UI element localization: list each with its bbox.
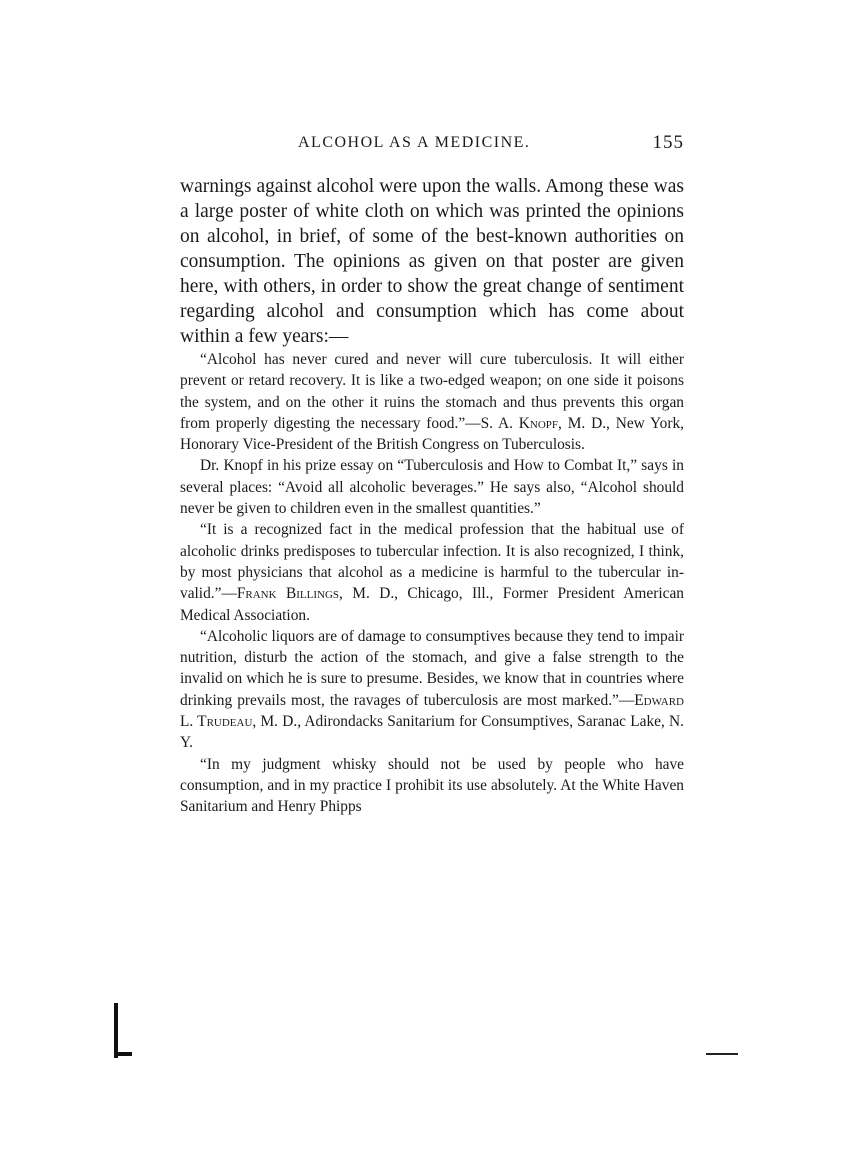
quote-trudeau [180, 626, 684, 754]
quote-affiliation: , M. D., New York, Honorary Vice-President of the British Congress on Tuberculosis. [180, 414, 684, 454]
body-paragraph: warnings against alcohol were upon the walls. Among these was a large poster of white cloth on which was printed the opinions on alcohol, in brief, of some of the best-known authorities on consumption. The opinions as given on that poster are given here, with others, in order to show the great change of sentiment regarding alcohol and consumption which has come about within a few years:— [180, 176, 684, 347]
scan-edge-mark-foot [114, 1052, 132, 1056]
quote-affiliation: , M. D., Chicago, Ill., Former President American Medical Association. [180, 585, 684, 624]
quote-author: Edward L. Trudeau [180, 691, 684, 731]
book-page [180, 130, 684, 818]
quote-text: “Alcohol has never cured and never will cure tuberculosis. It will either prevent or retard recovery. It is like a two-edged weapon; on one side it poisons the system, and on the other it ruins the stomach and thus prevents this organ from properly digesting the necessary food.”—S. A. [180, 351, 684, 432]
running-head [180, 130, 684, 160]
quote-billings [180, 519, 684, 625]
quote-text: “Alcoholic liquors are of damage to consumptives because they tend to impair nutrition, disturb the action of the stomach, and give a false strength to the invalid on which he is sure to presume. Besides, we know that in countries where drinking prevails most, the ravages of tuberculosis are most marked.”— [180, 627, 684, 709]
scan-margin-dash [706, 1053, 738, 1055]
quote-author: Knopf [518, 414, 559, 432]
page-number: 155 [652, 132, 684, 153]
quote-text: “In my judgment whisky should not be used by people who have consumption, and in my practice I prohibit its use absolutely. At the White Haven Sanitarium and Henry Phipps [180, 755, 684, 816]
quote-affiliation: , M. D., Adirondacks Sanitarium for Consumptives, Saranac Lake, N. Y. [180, 713, 684, 752]
scan-edge-mark [114, 1003, 118, 1058]
quote-author: Frank Billings [236, 585, 340, 603]
running-title: ALCOHOL AS A MEDICINE. [298, 134, 531, 151]
quote-knopf [180, 349, 684, 455]
quote-text: “It is a recognized fact in the medical profession that the habitual use of alcoholic drinks predisposes to tubercular infection. It is also recognized, I think, by most physicians that alcohol as a medicine is harmful to the tubercular invalid.”— [180, 521, 684, 603]
quote-whisky [180, 754, 684, 818]
quote-knopf-essay [180, 455, 684, 519]
quote-text: Dr. Knopf in his prize essay on “Tuberculosis and How to Combat It,” says in several places: “Avoid all alcoholic beverages.” He says also, “Alcohol should never be given to children even in the smallest quantities.” [180, 457, 684, 518]
